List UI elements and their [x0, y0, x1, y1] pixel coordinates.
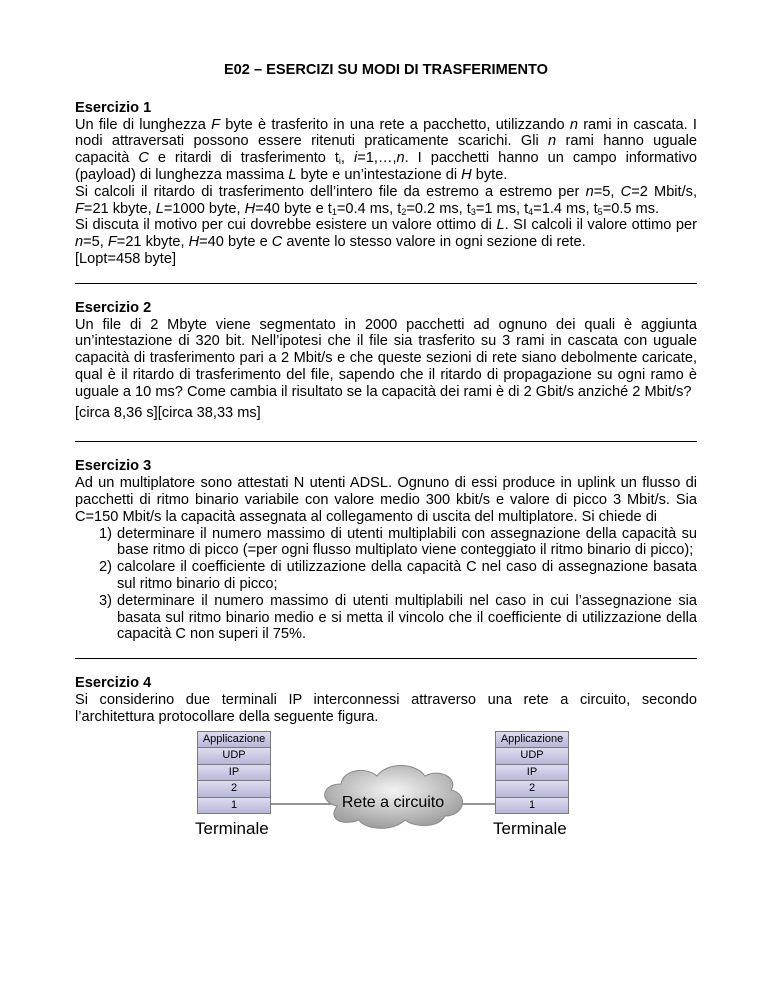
layer-2: 2 — [197, 780, 271, 797]
list-item: 1) determinare il numero massimo di utenti multiplabili con assegnazione della capacità su base ritmo di picco (=per ogni flusso multiplato viene conteggiato il ritmo binario di picco); — [99, 525, 697, 559]
protocol-architecture-figure — [75, 728, 697, 856]
right-terminal-stack — [495, 731, 569, 815]
exercise-2 — [75, 300, 697, 422]
exercise-1-question-delay: Si calcoli il ritardo di trasferimento dell’intero file da estremo a estremo per n=5, C=2 Mbit/s, F=21 kbyte, L=1000 byte, H=40 byte e $t_1=0.4$ ms, $t_2=0.2$ ms, $t_3=1$ ms, $t_4=1.4$ ms, $t_5=0.5$ ms. — [75, 183, 698, 217]
network-cloud-diagram — [75, 728, 697, 856]
cloud-label: Rete a circuito — [341, 793, 445, 811]
exercise-3-list — [75, 526, 697, 644]
right-terminal-label: Terminale — [493, 818, 567, 838]
list-item: 2) calcolare il coefficiente di utilizzazione della capacità C nel caso di assegnazione basata sul ritmo binario di picco; — [99, 559, 697, 592]
list-item: 3) determinare il numero massimo di utenti multiplabili nel caso in cui l’assegnazione sia basata sul ritmo binario medio e si metta il vincolo che il coefficiente di utilizzazione della capacità C non superi il 75%. — [99, 592, 697, 643]
exercise-4-statement: Si considerino due terminali IP interconnessi attraverso una rete a circuito, secondo l’architettura protocollare della seguente figura. — [75, 691, 697, 725]
layer-1: 1 — [197, 797, 271, 815]
exercise-3-statement: Ad un multiplatore sono attestati N utenti ADSL. Ognuno di essi produce in uplink un flusso di pacchetti di ritmo binario variabile con valore medio 300 kbit/s e valore di picco 3 Mbit/s. Sia C=150 Mbit/s la capacità assegnata al collegamento di uscita del multiplatore. Si chiede di — [75, 475, 697, 525]
layer-application: Applicazione — [197, 731, 271, 748]
layer-2: 2 — [495, 780, 569, 797]
section-divider — [75, 283, 697, 284]
exercise-2-heading: Esercizio 2 — [75, 299, 152, 316]
exercise-1-heading: Esercizio 1 — [75, 99, 152, 116]
layer-1: 1 — [495, 797, 569, 815]
exercise-1 — [75, 100, 697, 268]
exercise-1-statement: Un file di lunghezza F byte è trasferito in una rete a pacchetto, utilizzando n rami in cascata. I nodi attraversati possono essere ritenuti praticamente scarichi. Gli n rami hanno uguale capacità C e ritardi di trasferimento $t_i$, i=1,…,n. I pacchetti hanno un campo informativo (payload) di lunghezza massima L byte e un’intestazione di H byte. — [75, 116, 697, 183]
exercise-4 — [75, 675, 697, 855]
exercise-3-heading: Esercizio 3 — [75, 458, 152, 475]
layer-udp: UDP — [197, 747, 271, 764]
exercise-1-answer: [Lopt=458 byte] — [75, 250, 177, 267]
layer-ip: IP — [197, 764, 271, 781]
section-divider — [75, 658, 697, 659]
section-divider — [75, 441, 697, 442]
exercise-2-answer: [circa 8,36 s][circa 38,33 ms] — [75, 404, 261, 421]
exercise-1-question-optimum: Si discuta il motivo per cui dovrebbe esistere un valore ottimo di L. SI calcoli il valore ottimo per n=5, F=21 kbyte, H=40 byte e C avente lo stesso valore in ogni sezione di rete. — [75, 217, 698, 251]
exercise-4-heading: Esercizio 4 — [75, 675, 152, 692]
exercise-3 — [75, 458, 697, 643]
document-title: E02 – ESERCIZI SU MODI DI TRASFERIMENTO — [223, 62, 549, 78]
layer-ip: IP — [495, 764, 569, 781]
document-page — [75, 62, 697, 856]
exercise-2-statement: Un file di 2 Mbyte viene segmentato in 2000 pacchetti ad ognuno dei quali è aggiunta un’intestazione di 320 bit. Nell’ipotesi che il file sia trasferito su 3 rami in cascata con uguale capacità di trasferimento pari a 2 Mbit/s e che queste sezioni di rete siano debolmente caricate, qual è il ritardo di trasferimento del file, sapendo che il ritardo di propagazione su ogni ramo è uguale a 10 ms? Come cambia il risultato se la capacità dei rami è di 2 Gbit/s anziché 2 Mbit/s? — [75, 316, 697, 400]
layer-udp: UDP — [495, 747, 569, 764]
layer-application: Applicazione — [495, 731, 569, 748]
left-terminal-label: Terminale — [195, 818, 269, 838]
